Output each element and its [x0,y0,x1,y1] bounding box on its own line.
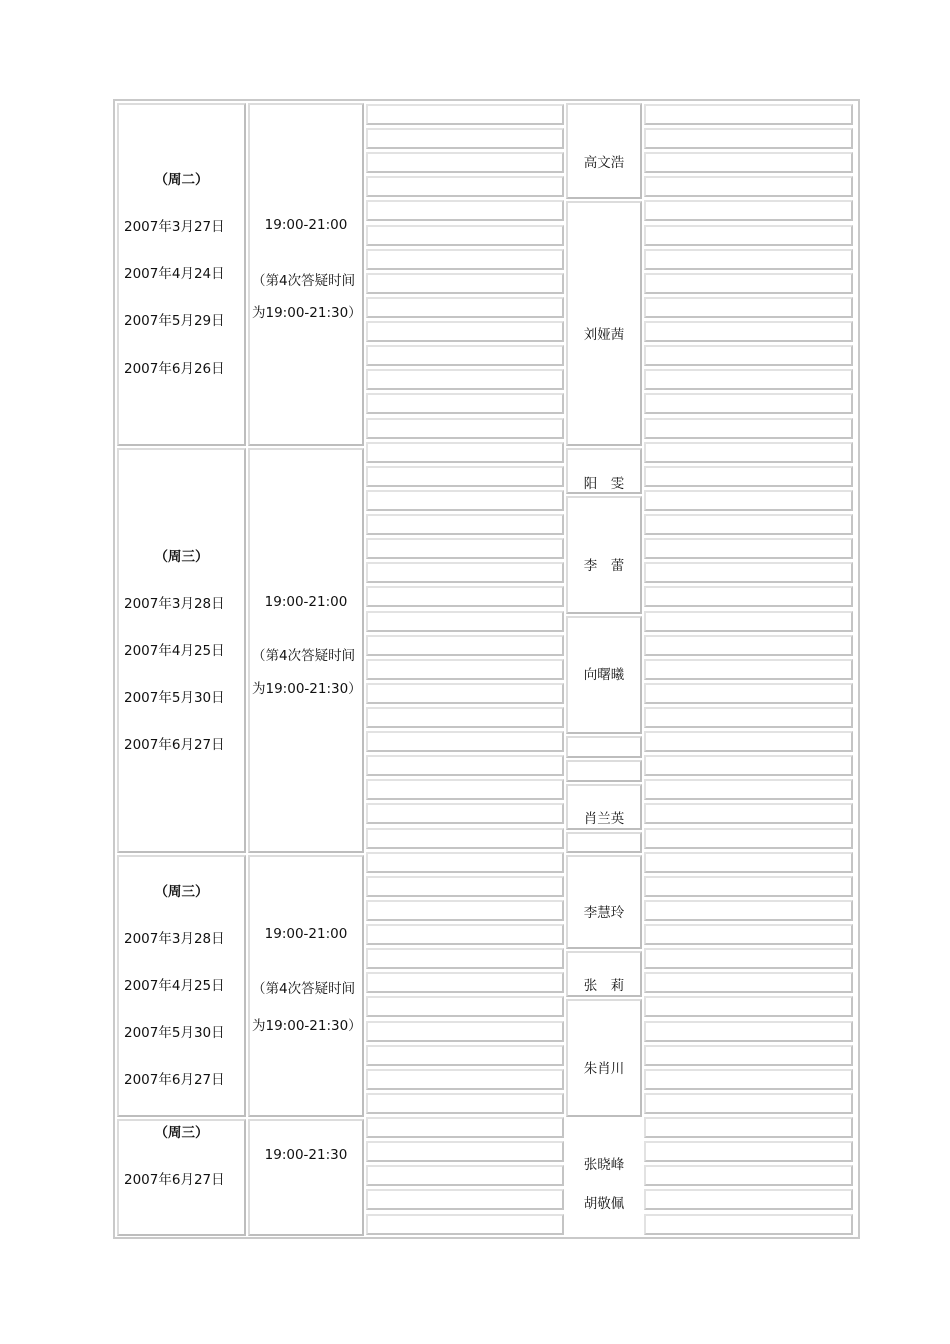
empty-slot [644,442,853,463]
date-text: 2007年6月27日 [124,737,225,753]
time-note: 为19:00-21:30） [252,681,362,697]
empty-slot [644,1214,853,1235]
weekday-label: （周三） [154,884,209,900]
empty-slot [366,948,564,969]
empty-slot [644,393,853,414]
empty-slot [644,659,853,680]
date-text: 2007年4月25日 [124,978,225,994]
teacher-cell [566,736,642,758]
empty-slot [366,635,564,656]
empty-slot [366,104,564,125]
empty-slot [366,707,564,728]
empty-slot [644,1021,853,1042]
empty-slot [644,273,853,294]
teacher-cell [566,201,642,446]
empty-slot [644,996,853,1017]
empty-slot [366,828,564,849]
time-note: （第4次答疑时间 [252,981,356,997]
empty-slot [644,225,853,246]
empty-slot [366,683,564,704]
empty-slot [366,1021,564,1042]
empty-slot [366,176,564,197]
empty-slot [366,1214,564,1235]
empty-slot [366,1093,564,1114]
empty-slot [644,514,853,535]
empty-slot [366,200,564,221]
teacher-cell [566,832,642,853]
empty-slot [366,369,564,390]
empty-slot [366,249,564,270]
weekday-label: （周三） [154,1125,209,1141]
teacher-cell [566,999,642,1117]
date-text: 2007年6月26日 [124,361,225,377]
teacher-cell [566,760,642,782]
empty-slot [644,538,853,559]
empty-slot [366,755,564,776]
time-note: （第4次答疑时间 [252,273,356,289]
empty-slot [366,128,564,149]
teacher-name: 胡敬佩 [583,1196,625,1212]
empty-slot [366,1141,564,1162]
time-range: 19:00-21:00 [264,217,348,233]
empty-slot [366,466,564,487]
empty-slot [366,514,564,535]
empty-slot [366,1069,564,1090]
empty-slot [644,948,853,969]
empty-slot [644,876,853,897]
empty-slot [366,803,564,824]
empty-slot [644,731,853,752]
empty-slot [366,297,564,318]
empty-slot [644,1069,853,1090]
time-cell [248,1119,364,1236]
empty-slot [644,1093,853,1114]
empty-slot [366,418,564,439]
empty-slot [644,779,853,800]
empty-slot [644,369,853,390]
empty-slot [366,900,564,921]
time-note: 为19:00-21:30） [252,1018,362,1034]
date-text: 2007年4月24日 [124,266,225,282]
empty-slot [366,152,564,173]
empty-slot [366,1189,564,1210]
empty-slot [644,104,853,125]
empty-slot [644,852,853,873]
empty-slot [366,562,564,583]
empty-slot [644,924,853,945]
empty-slot [644,707,853,728]
empty-slot [366,1165,564,1186]
teacher-name: 高文浩 [583,155,625,171]
teacher-name: 向曙曦 [583,667,625,683]
teacher-name: 张晓峰 [583,1157,625,1173]
empty-slot [366,225,564,246]
empty-slot [644,1141,853,1162]
empty-slot [366,779,564,800]
empty-slot [644,249,853,270]
empty-slot [644,490,853,511]
time-note: （第4次答疑时间 [252,648,356,664]
teacher-cell [566,496,642,614]
empty-slot [366,393,564,414]
teacher-name: 李 蕾 [583,558,625,574]
date-text: 2007年5月30日 [124,690,225,706]
empty-slot [644,345,853,366]
empty-slot [644,128,853,149]
empty-slot [366,321,564,342]
time-note: 为19:00-21:30） [252,305,362,321]
time-range: 19:00-21:00 [264,926,348,942]
empty-slot [366,852,564,873]
weekday-label: （周三） [154,549,209,565]
empty-slot [366,442,564,463]
date-text: 2007年4月25日 [124,643,225,659]
date-text: 2007年6月27日 [124,1072,225,1088]
empty-slot [644,321,853,342]
empty-slot [644,586,853,607]
empty-slot [644,635,853,656]
teacher-name: 阳 雯 [583,476,625,492]
empty-slot [644,828,853,849]
empty-slot [644,418,853,439]
date-text: 2007年3月27日 [124,219,225,235]
empty-slot [366,611,564,632]
empty-slot [366,1117,564,1138]
time-range: 19:00-21:30 [264,1147,348,1163]
empty-slot [644,152,853,173]
empty-slot [644,297,853,318]
empty-slot [644,900,853,921]
date-text: 2007年6月27日 [124,1172,225,1188]
teacher-cell [566,855,642,949]
empty-slot [366,1045,564,1066]
teacher-name: 刘娅茜 [583,327,625,343]
empty-slot [366,924,564,945]
date-text: 2007年3月28日 [124,596,225,612]
date-text: 2007年5月30日 [124,1025,225,1041]
date-text: 2007年5月29日 [124,313,225,329]
empty-slot [644,1189,853,1210]
empty-slot [644,683,853,704]
teacher-cell [566,103,642,199]
empty-slot [366,538,564,559]
empty-slot [644,1117,853,1138]
empty-slot [366,586,564,607]
empty-slot [644,176,853,197]
empty-slot [366,490,564,511]
teacher-name: 李慧玲 [583,905,625,921]
empty-slot [366,731,564,752]
empty-slot [644,755,853,776]
empty-slot [644,200,853,221]
teacher-name: 肖兰英 [583,811,625,827]
weekday-label: （周二） [154,172,209,188]
empty-slot [644,466,853,487]
empty-slot [366,972,564,993]
date-text: 2007年3月28日 [124,931,225,947]
time-range: 19:00-21:00 [264,594,348,610]
teacher-name: 朱肖川 [583,1061,625,1077]
empty-slot [644,803,853,824]
empty-slot [366,996,564,1017]
empty-slot [644,972,853,993]
empty-slot [366,876,564,897]
empty-slot [366,345,564,366]
empty-slot [366,659,564,680]
empty-slot [644,1045,853,1066]
teacher-name: 张 莉 [583,978,625,994]
empty-slot [366,273,564,294]
empty-slot [644,562,853,583]
empty-slot [644,1165,853,1186]
empty-slot [644,611,853,632]
